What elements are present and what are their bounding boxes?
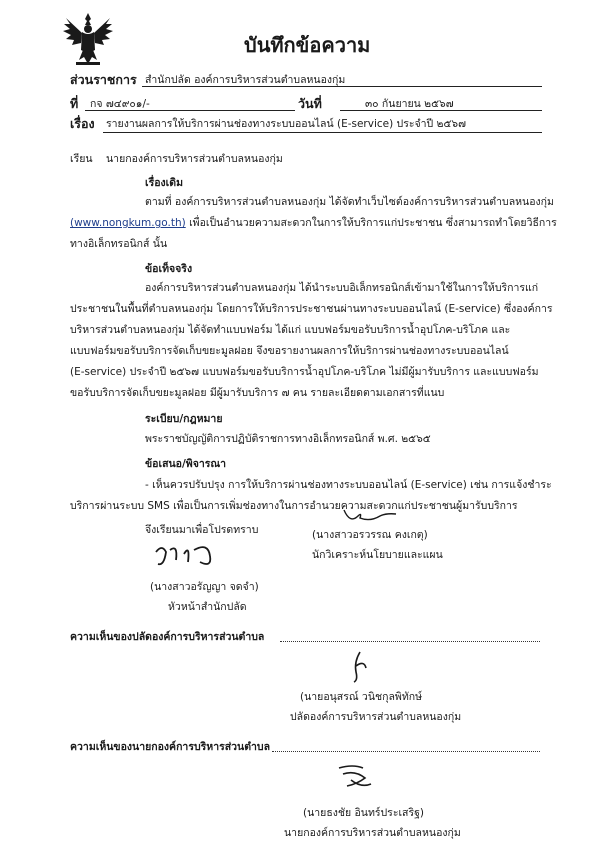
facts-line-3: บริหารส่วนตำบลหนองกุ่ม ได้จัดทำแบบฟอร์ม ได้แก่ แบบฟอร์มขอรับบริการน้ำอุปโภค-บริโภค และ xyxy=(70,324,511,336)
proposal-line-1: - เห็นควรปรับปรุง การให้บริการผ่านช่องทางระบบออนไลน์ (E-service) เช่น การแจ้งชำระ xyxy=(145,479,552,491)
analyst-name: (นางสาวอรวรรณ คงเกตุ) xyxy=(312,529,428,541)
law-value: พระราชบัญญัติการปฏิบัติราชการทางอิเล็กทรอนิกส์ พ.ศ. ๒๕๖๕ xyxy=(145,433,431,445)
deputy-signature-icon xyxy=(340,648,374,684)
head-name: (นางสาวอรัญญา จดจำ) xyxy=(150,581,259,593)
subject-rule xyxy=(103,132,542,133)
mayor-opinion-label: ความเห็นของนายกองค์การบริหารส่วนตำบล xyxy=(70,741,271,753)
memo-title: บันทึกข้อความ xyxy=(244,33,371,57)
facts-line-4: แบบฟอร์มขอรับบริการจัดเก็บขยะมูลฝอย จึงขอรายงานผลการให้บริการผ่านช่องทางระบบออนไลน์ xyxy=(70,345,509,357)
date-rule xyxy=(340,110,542,111)
subject-label: เรื่อง xyxy=(70,116,95,131)
ref-value: กจ ๗๔๙๐๑/- xyxy=(90,98,150,110)
law-heading: ระเบียบ/กฎหมาย xyxy=(145,413,223,425)
proposal-line-2: บริการผ่านระบบ SMS เพื่อเป็นการเพิ่มช่องทางในการอำนวยความสะดวกแก่ประชาชนผู้มารับบริการ xyxy=(70,500,518,512)
background-line-2: (www.nongkum.go.th) เพื่อเป็นอำนวยความสะดวกในการให้บริการแก่ประชาชน ซึ่งสามารถทำโดยวิธีการ xyxy=(70,217,557,229)
website-link[interactable]: (www.nongkum.go.th) xyxy=(70,217,186,229)
subject-value: รายงานผลการให้บริการผ่านช่องทางระบบออนไลน์ (E-service) ประจำปี ๒๕๖๗ xyxy=(106,118,466,130)
facts-line-6: ขอรับบริการจัดเก็บขยะมูลฝอย มีผู้มารับบริการ ๗ คน รายละเอียดตามเอกสารที่แนบ xyxy=(70,387,445,399)
ref-label: ที่ xyxy=(70,96,79,111)
background-line-1: ตามที่ องค์การบริหารส่วนตำบลหนองกุ่ม ได้จัดทำเว็บไซต์องค์การบริหารส่วนตำบลหนองกุ่ม xyxy=(145,196,554,208)
analyst-signature-icon xyxy=(340,504,400,526)
mayor-title: นายกองค์การบริหารส่วนตำบลหนองกุ่ม xyxy=(284,827,461,839)
deputy-opinion-label: ความเห็นของปลัดองค์การบริหารส่วนตำบล xyxy=(70,631,265,643)
background-heading: เรื่องเดิม xyxy=(145,177,183,189)
date-label: วันที่ xyxy=(298,96,322,111)
to-label: เรียน xyxy=(70,153,93,165)
agency-label: ส่วนราชการ xyxy=(70,72,137,87)
ref-rule xyxy=(85,110,295,111)
deputy-opinion-dots[interactable] xyxy=(280,640,540,642)
agency-rule xyxy=(142,86,542,87)
background-line-3: ทางอิเล็กทรอนิกส์ นั้น xyxy=(70,238,168,250)
head-title: หัวหน้าสำนักปลัด xyxy=(168,601,247,613)
mayor-name: (นายธงชัย อินทร์ประเสริฐ) xyxy=(303,807,424,819)
facts-line-5: (E-service) ประจำปี ๒๕๖๗ แบบฟอร์มขอรับบริการน้ำอุปโภค-บริโภค ไม่มีผู้มารับบริการ และแบบฟอร์ม xyxy=(70,366,539,378)
agency-value: สำนักปลัด องค์การบริหารส่วนตำบลหนองกุ่ม xyxy=(145,74,346,86)
garuda-emblem-icon xyxy=(62,10,114,68)
mayor-opinion-dots[interactable] xyxy=(272,750,540,752)
facts-heading: ข้อเท็จจริง xyxy=(145,263,193,275)
deputy-title: ปลัดองค์การบริหารส่วนตำบลหนองกุ่ม xyxy=(290,711,462,723)
proposal-heading: ข้อเสนอ/พิจารณา xyxy=(145,458,227,470)
closing-text: จึงเรียนมาเพื่อโปรดทราบ xyxy=(145,524,259,536)
facts-line-2: ประชาชนในพื้นที่ตำบลหนองกุ่ม โดยการให้บริการประชาชนผ่านทางระบบออนไลน์ (E-service) ซึ่งองค์การ xyxy=(70,303,553,315)
to-value: นายกองค์การบริหารส่วนตำบลหนองกุ่ม xyxy=(106,153,283,165)
date-value: ๓๐ กันยายน ๒๕๖๗ xyxy=(365,98,454,110)
deputy-name: (นายอนุสรณ์ วนิชกุลพิทักษ์ xyxy=(300,691,423,703)
analyst-title: นักวิเคราะห์นโยบายและแผน xyxy=(312,549,443,561)
facts-line-1: องค์การบริหารส่วนตำบลหนองกุ่ม ได้นำระบบอิเล็กทรอนิกส์เข้ามาใช้ในการให้บริการแก่ xyxy=(145,282,539,294)
mayor-signature-icon xyxy=(333,760,377,796)
head-signature-icon xyxy=(150,540,230,574)
